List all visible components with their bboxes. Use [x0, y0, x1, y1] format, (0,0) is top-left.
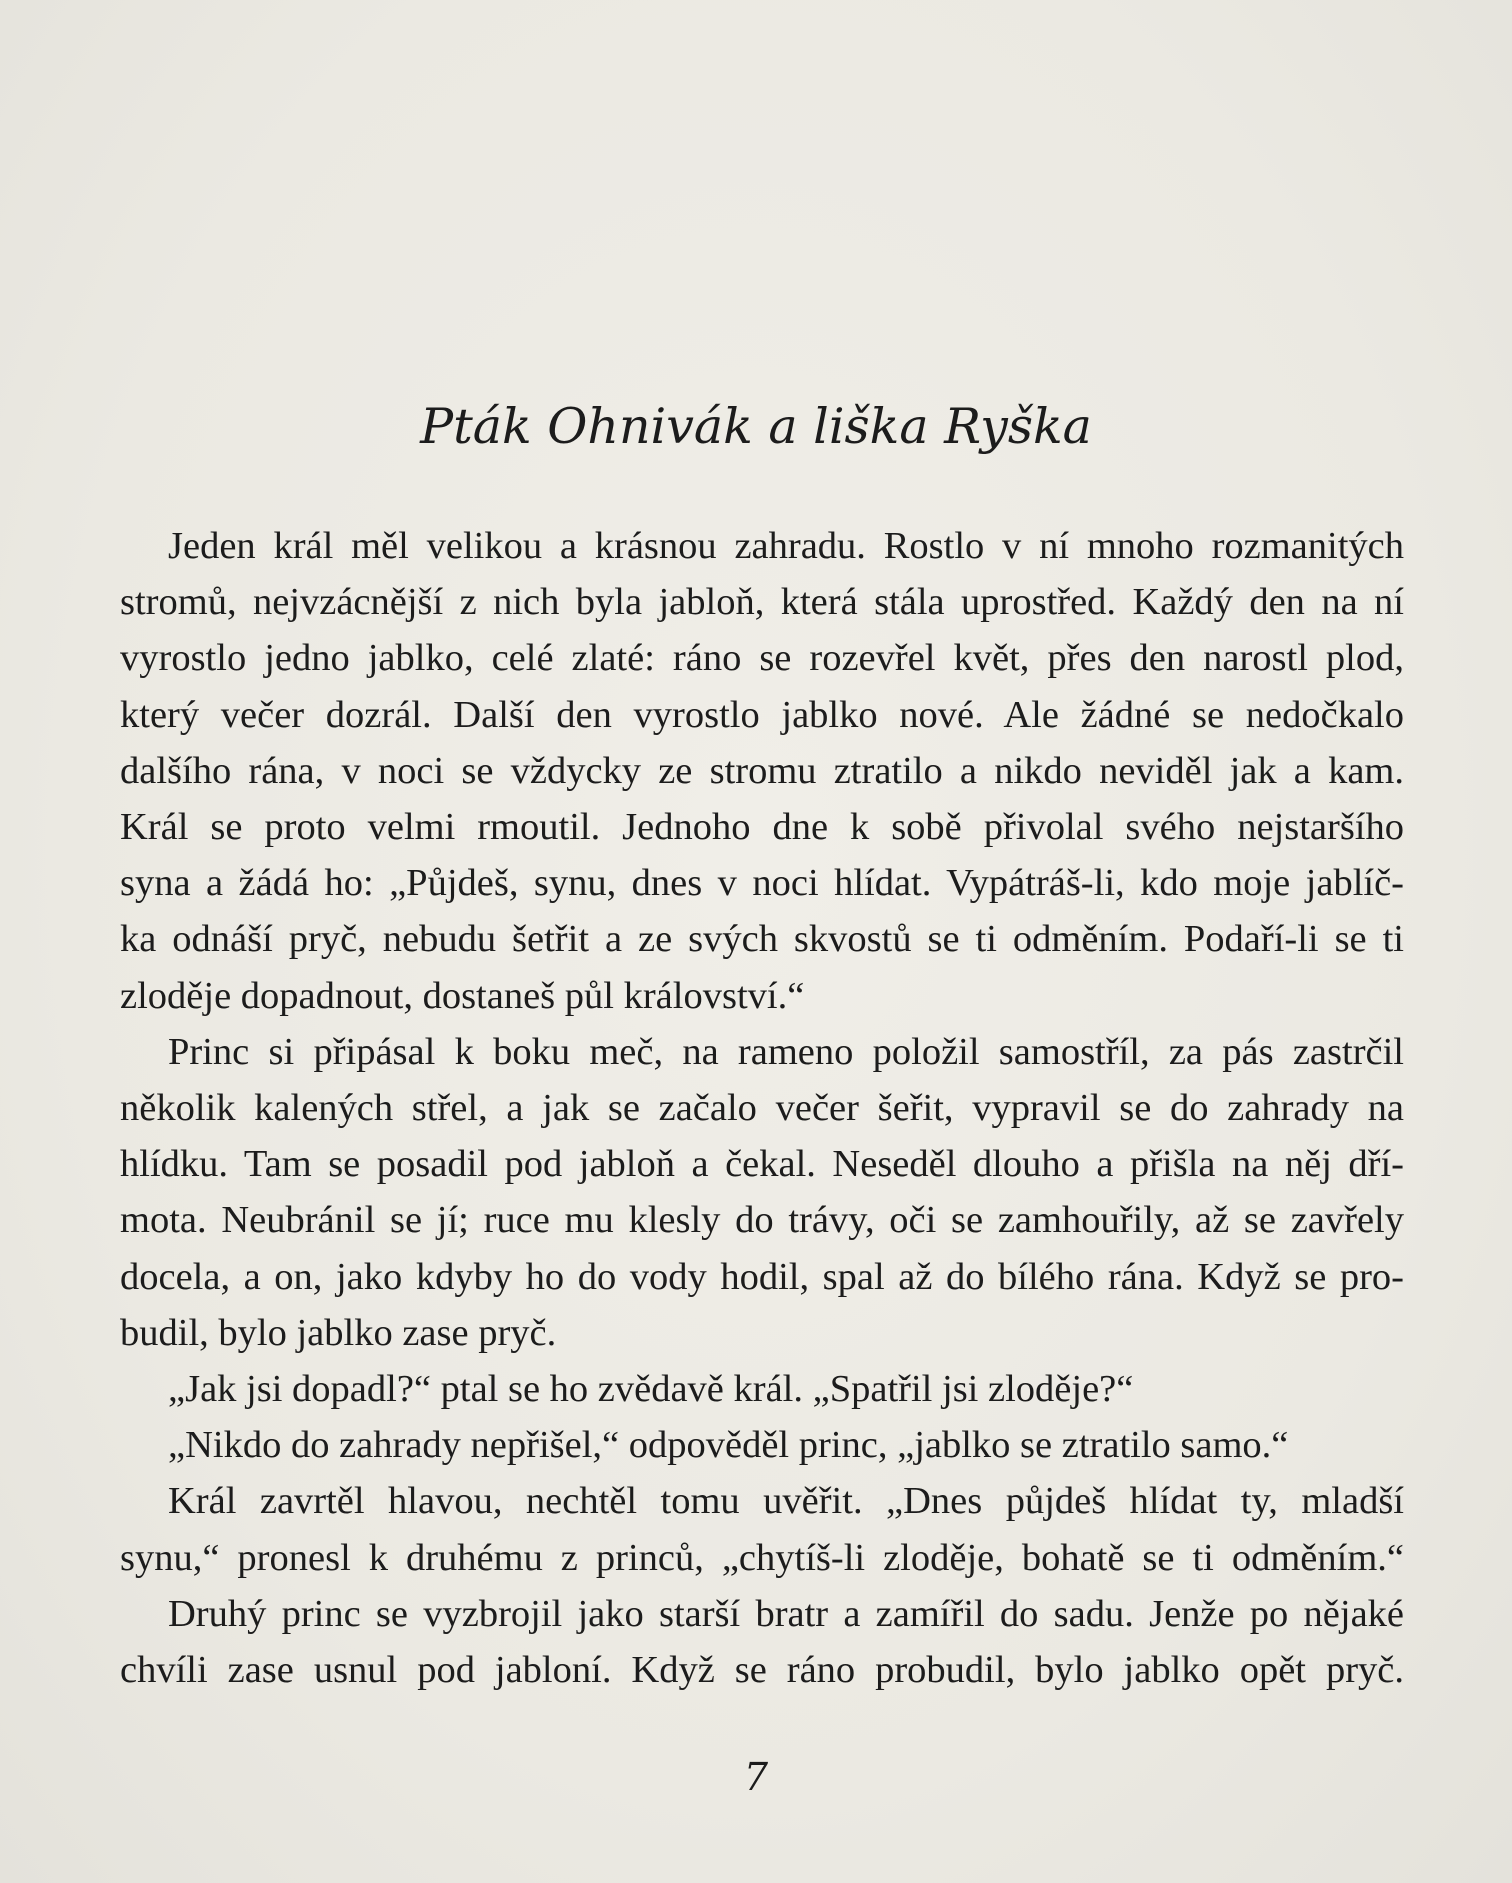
- page-number: 7: [743, 1755, 769, 1799]
- text-line: budil, bylo jablko zase pryč.: [120, 1311, 557, 1354]
- paragraph-1: [120, 518, 1404, 1024]
- paragraph-3: [120, 1361, 1404, 1417]
- text-line: „Nikdo do zahrady nepřišel,“ odpověděl princ, „jablko se ztratilo samo.“: [168, 1424, 1289, 1467]
- paragraph-2: [120, 1024, 1404, 1361]
- text-line: vyrostlo jedno jablko, celé zlaté: ráno se rozevřel květ, přes den narostl plod,: [120, 637, 1404, 680]
- text-line: Princ si připásal k boku meč, na rameno položil samostříl, za pás zastrčil: [168, 1030, 1404, 1073]
- paragraph-4: [120, 1417, 1404, 1473]
- text-line: Král se proto velmi rmoutil. Jednoho dne k sobě přivolal svého nejstaršího: [120, 806, 1404, 849]
- text-line: který večer dozrál. Další den vyrostlo jablko nové. Ale žádné se nedočkalo: [120, 693, 1404, 736]
- text-line: Druhý princ se vyzbrojil jako starší bratr a zamířil do sadu. Jenže po nějaké: [168, 1592, 1404, 1635]
- text-line: „Jak jsi dopadl?“ ptal se ho zvědavě král. „Spatřil jsi zloděje?“: [168, 1368, 1134, 1411]
- paragraph-6: [120, 1586, 1404, 1698]
- text-line: několik kalených střel, a jak se začalo večer šeřit, vypravil se do zahrady na: [120, 1087, 1404, 1130]
- text-line: Král zavrtěl hlavou, nechtěl tomu uvěřit. „Dnes půjdeš hlídat ty, mladší: [168, 1480, 1404, 1523]
- text-line: dalšího rána, v noci se vždycky ze stromu ztratilo a nikdo neviděl jak a kam.: [120, 749, 1404, 792]
- text-line: stromů, nejvzácnější z nich byla jabloň, která stála uprostřed. Každý den na ní: [120, 581, 1404, 624]
- chapter-title: Pták Ohnivák a liška Ryška: [420, 398, 1092, 455]
- text-line: docela, a on, jako kdyby ho do vody hodil, spal až do bílého rána. Když se pro-: [120, 1255, 1404, 1298]
- text-line: Jeden král měl velikou a krásnou zahradu. Rostlo v ní mnoho rozmanitých: [168, 525, 1404, 567]
- text-line: ka odnáší pryč, nebudu šetřit a ze svých skvostů se ti odměním. Podaří-li se ti: [120, 918, 1404, 961]
- text-line: synu,“ pronesl k druhému z princů, „chytíš-li zloděje, bohatě se ti odměním.“: [120, 1536, 1404, 1579]
- paragraph-5: [120, 1473, 1404, 1585]
- text-line: chvíli zase usnul pod jabloní. Když se ráno probudil, bylo jablko opět pryč.: [120, 1649, 1404, 1692]
- body-text: [120, 518, 1404, 1698]
- text-line: zloděje dopadnout, dostaneš půl království.“: [120, 974, 805, 1017]
- text-line: syna a žádá ho: „Půjdeš, synu, dnes v noci hlídat. Vypátráš-li, kdo moje jablíč-: [120, 862, 1404, 905]
- text-line: hlídku. Tam se posadil pod jabloň a čekal. Neseděl dlouho a přišla na něj dří-: [120, 1143, 1404, 1186]
- text-line: mota. Neubránil se jí; ruce mu klesly do trávy, oči se zamhouřily, až se zavřely: [120, 1199, 1404, 1242]
